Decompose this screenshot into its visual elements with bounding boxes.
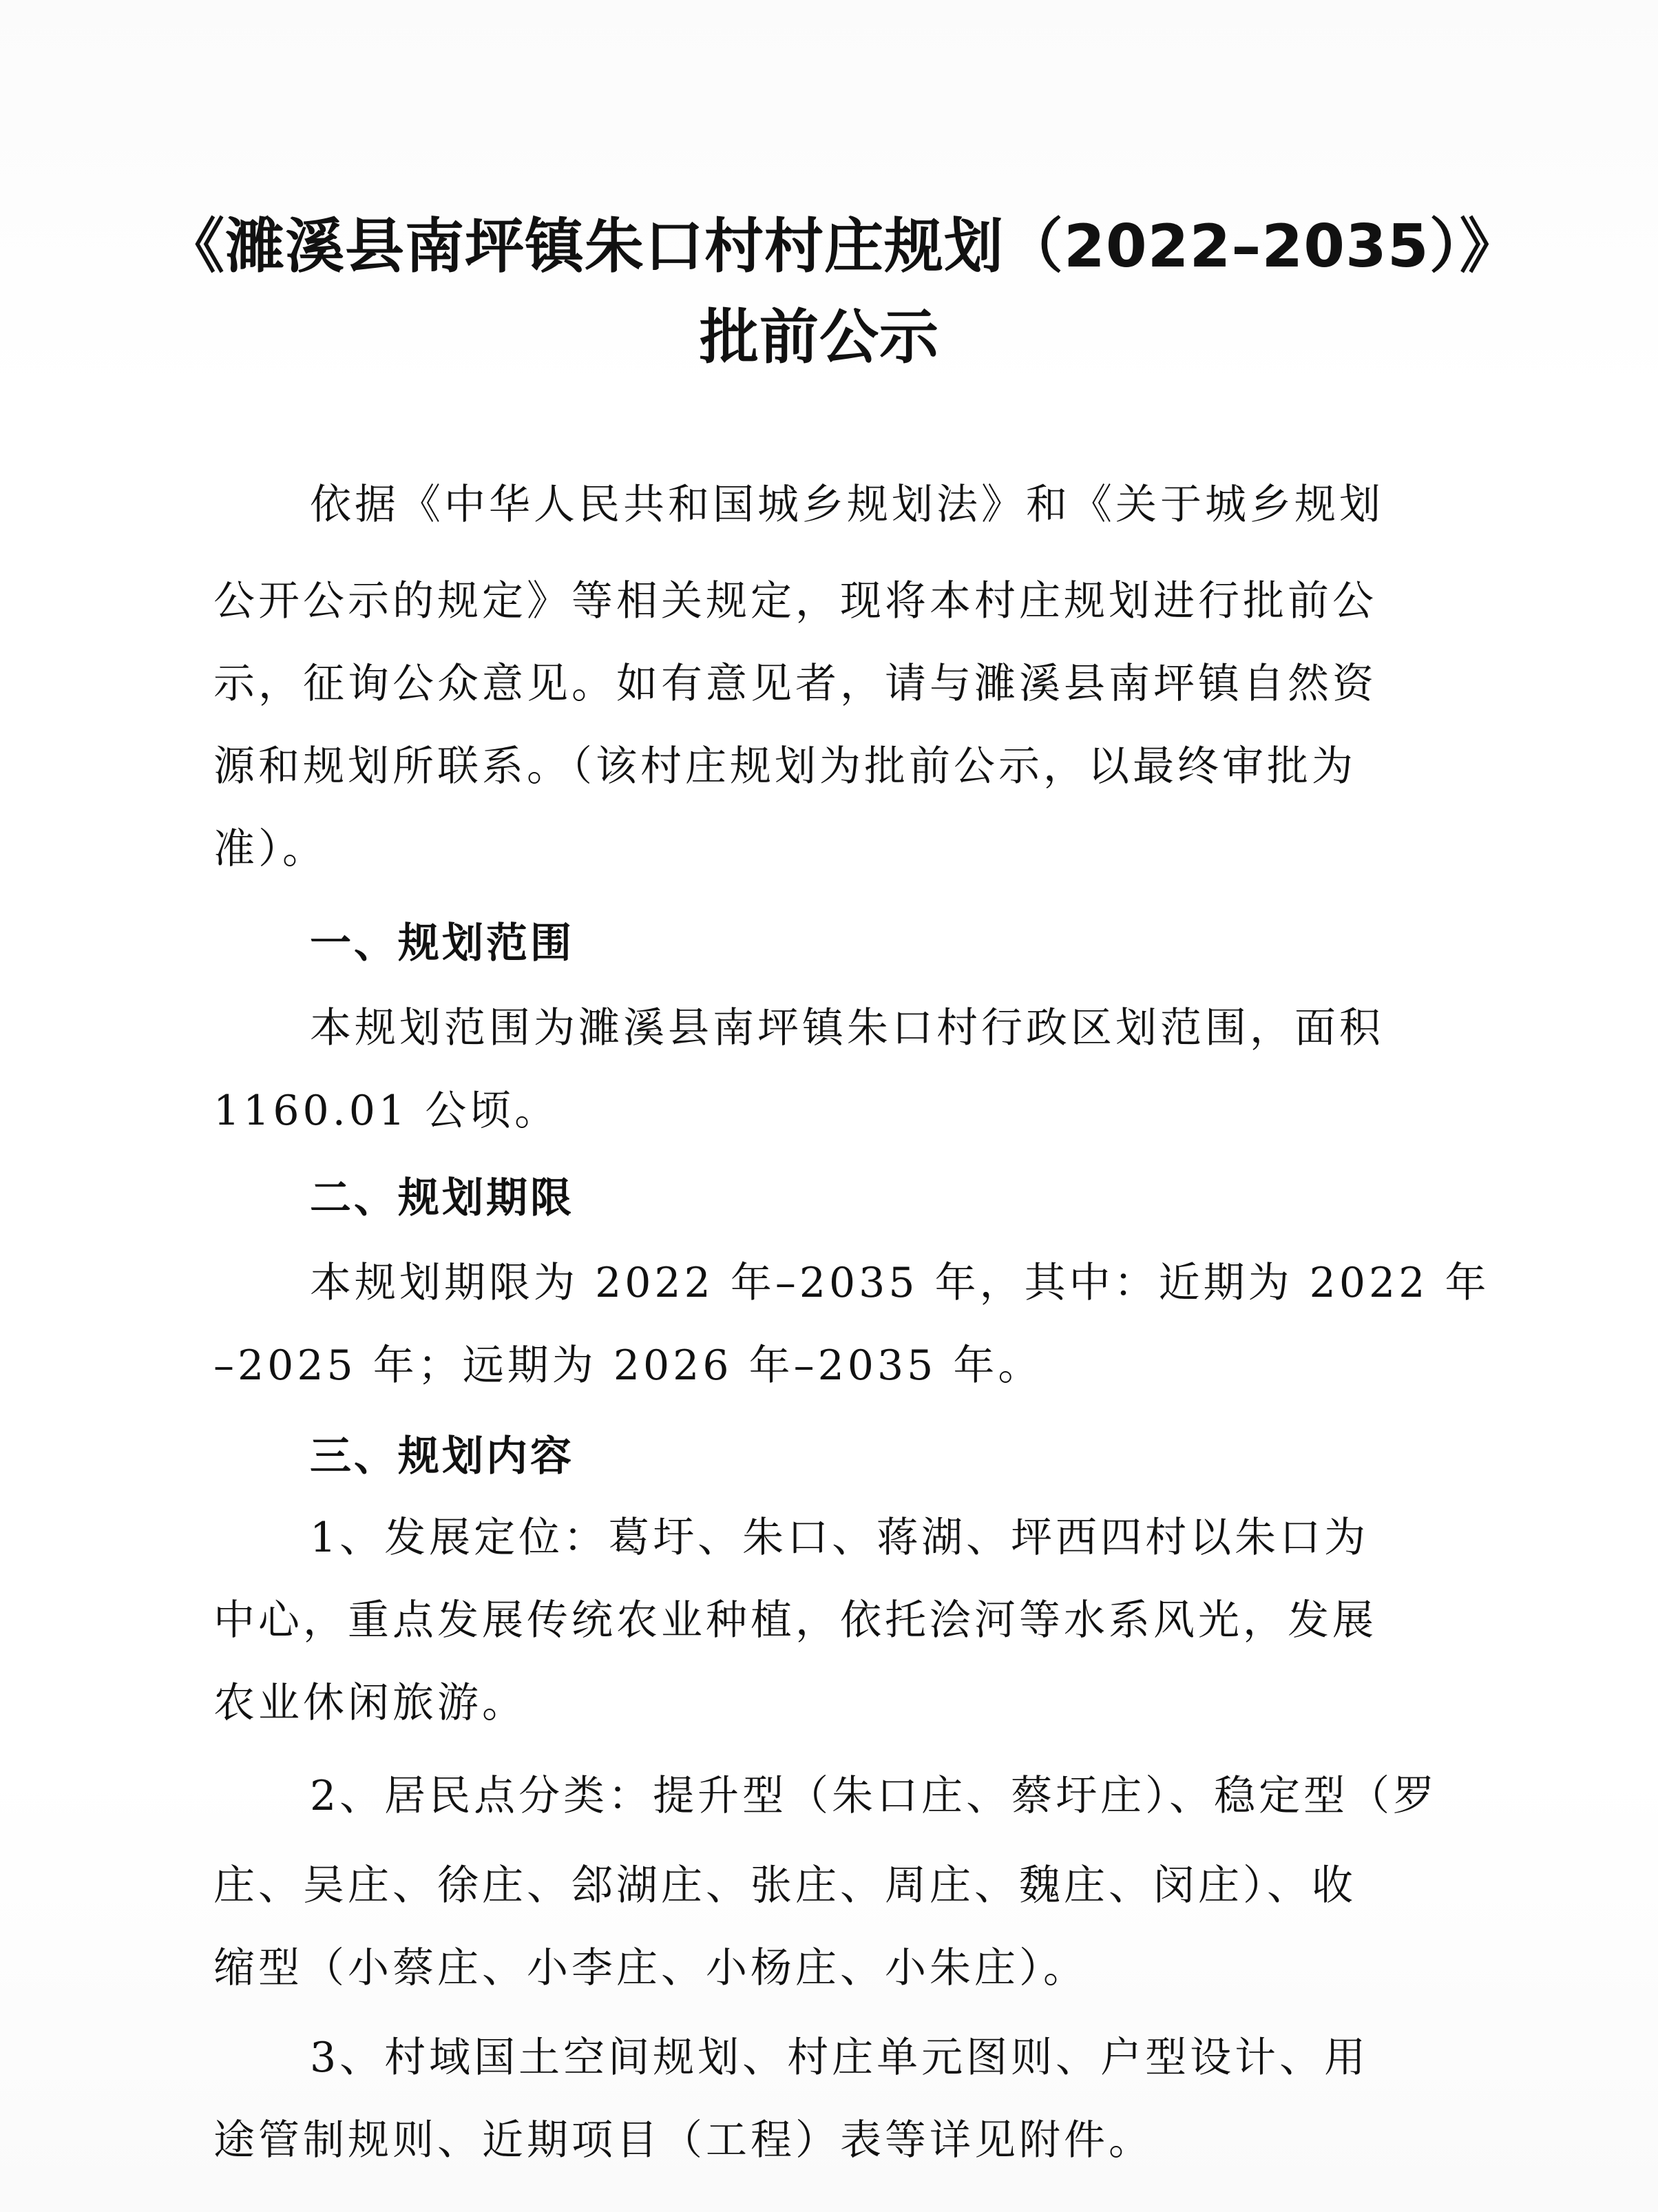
content-item-line: 3、村域国土空间规划、村庄单元图则、户型设计、用 [310, 2034, 1370, 2082]
content-item-line: 2、居民点分类：提升型（朱口庄、蔡圩庄）、稳定型（罗 [310, 1772, 1438, 1820]
content-item-line: 中心，重点发展传统农业种植，依托浍河等水系风光，发展 [213, 1596, 1377, 1645]
content-item-line: 1、发展定位：葛圩、朱口、蒋湖、坪西四村以朱口为 [310, 1514, 1370, 1562]
section-heading-scope: 一、规划范围 [310, 919, 574, 968]
content-item-line: 缩型（小蔡庄、小李庄、小杨庄、小朱庄）。 [213, 1944, 1088, 1992]
document-subtitle: 批前公示 [700, 303, 939, 372]
section-text: 本规划期限为 2022 年–2035 年，其中：近期为 2022 年 [310, 1259, 1490, 1307]
intro-line: 准）。 [213, 825, 327, 873]
intro-line: 公开公示的规定》等相关规定，现将本村庄规划进行批前公 [213, 577, 1377, 625]
intro-line: 示，征询公众意见。如有意见者，请与濉溪县南坪镇自然资 [213, 660, 1377, 708]
intro-line: 源和规划所联系。（该村庄规划为批前公示，以最终审批为 [213, 742, 1356, 791]
content-item-line: 庄、吴庄、徐庄、郐湖庄、张庄、周庄、魏庄、闵庄）、收 [213, 1861, 1356, 1910]
content-item-line: 途管制规则、近期项目（工程）表等详见附件。 [213, 2116, 1153, 2164]
section-text: 本规划范围为濉溪县南坪镇朱口村行政区划范围，面积 [310, 1004, 1384, 1052]
section-heading-content: 三、规划内容 [310, 1432, 574, 1481]
section-text: –2025 年；远期为 2026 年–2035 年。 [213, 1342, 1043, 1390]
content-item-line: 农业休闲旅游。 [213, 1679, 527, 1727]
document-title: 《濉溪县南坪镇朱口村村庄规划（2022–2035）》 [165, 212, 1520, 281]
section-text: 1160.01 公顷。 [213, 1087, 560, 1135]
intro-line: 依据《中华人民共和国城乡规划法》和《关于城乡规划 [310, 481, 1384, 529]
section-heading-period: 二、规划期限 [310, 1174, 574, 1222]
